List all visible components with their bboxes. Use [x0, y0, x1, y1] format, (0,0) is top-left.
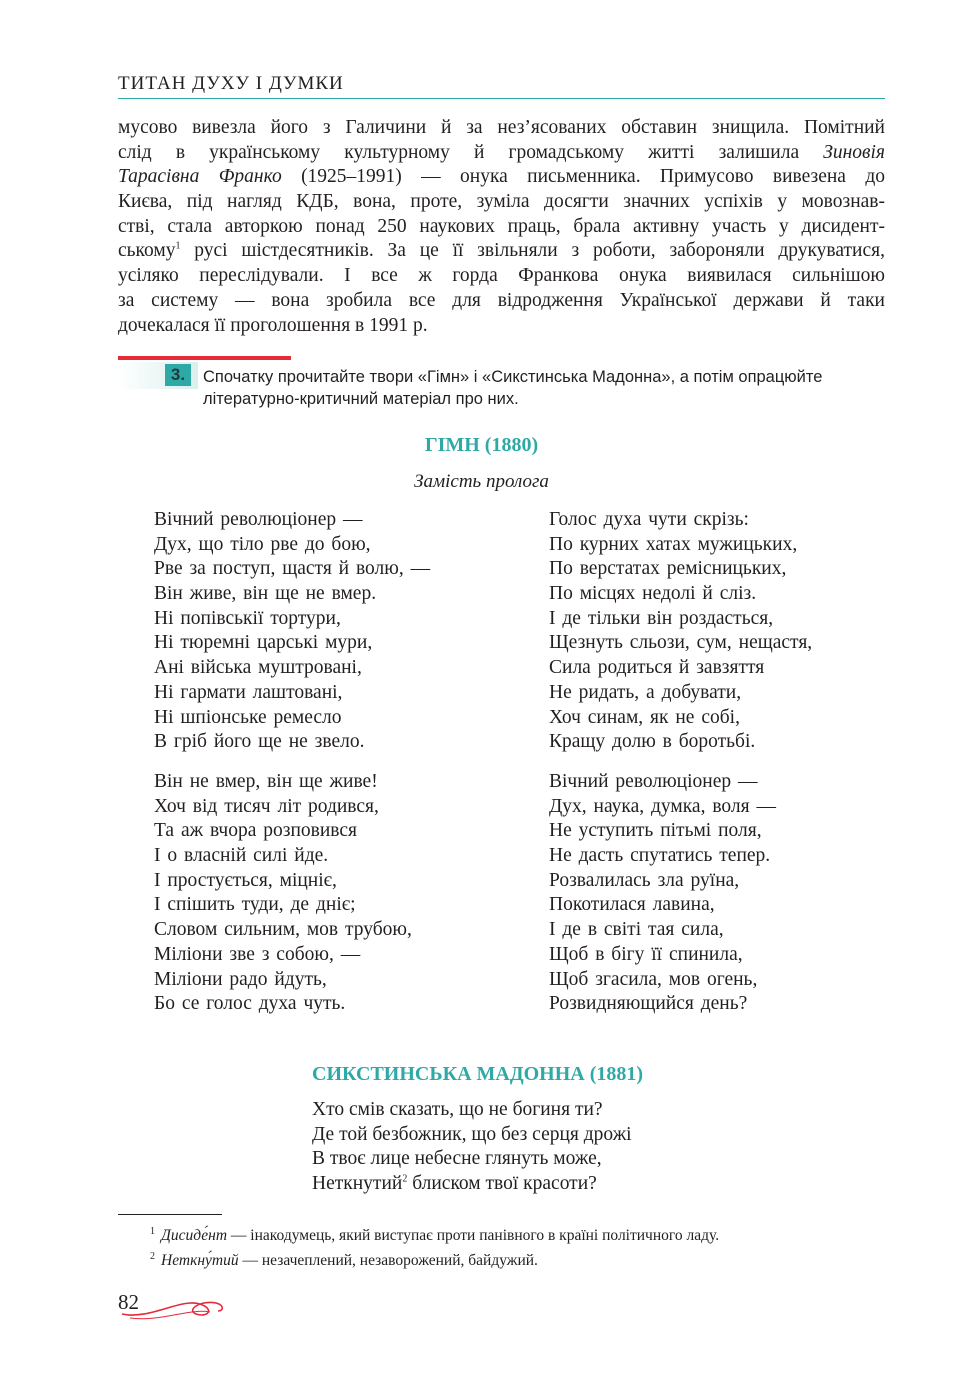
poem-line: В гріб його ще не звело. — [154, 731, 365, 753]
poem-madonna — [312, 1098, 632, 1197]
footnote-1: $^1$ Дисиде́нт — інакодумець, який виступає проти панівного в країні політичного ладу. — [150, 1226, 720, 1245]
task-accent-bar — [118, 356, 291, 360]
poem-line: Вічний революціонер — — [549, 771, 758, 792]
poem-line: Розвидняющийся день? — [549, 993, 748, 1015]
poem-line: Міліони радо йдуть, — [154, 968, 327, 990]
poem-line: Щезнуть сльози, сум, нещастя, — [549, 632, 813, 654]
poem-line: Покотилася лавина, — [549, 894, 715, 916]
poem-line: Голос духа чути скрізь: — [549, 509, 749, 530]
poem-line: Та аж вчора розповився — [154, 820, 358, 842]
paragraph-line: Тарасівна Франко (1925–1991) — онука письменника. Примусово вивезена до — [118, 166, 885, 188]
running-header: ТИТАН ДУХУ І ДУМКИ — [118, 73, 885, 99]
body-paragraph — [118, 116, 885, 338]
poem-line: Хоч синам, як не собі, — [549, 706, 740, 728]
poem-line: Кращу долю в боротьбі. — [549, 731, 756, 753]
poem-line: Ні тюремні царські мури, — [154, 632, 373, 654]
poem-line: По верстатах ремісницьких, — [549, 558, 787, 580]
paragraph-line: мусово вивезла його з Галичини й за нез’ясованих обставин знищила. Помітний — [118, 117, 885, 138]
footnote-ref: 1 — [175, 240, 181, 252]
footnotes — [150, 1221, 719, 1271]
poem-line: Міліони зве з собою, — — [154, 943, 361, 965]
footnote-divider — [118, 1214, 222, 1215]
poem-line: Хто смів сказать, що не богиня ти? — [312, 1099, 603, 1120]
poem-line: Ні попівськії тортури, — [154, 607, 341, 629]
paragraph-line: Києва, під нагляд КДБ, вона, проте, зуміла досягти значних успіхів у мовознав- — [118, 191, 885, 213]
poem-line: Не дасть спутатись тепер. — [549, 845, 771, 867]
paragraph-line: ському$^1$ русі шістдесятників. За це її звільняли з роботи, забороняли друкуватися, — [118, 240, 885, 262]
poem-line: Бо се голос духа чуть. — [154, 993, 346, 1015]
stanza-2 — [154, 770, 412, 1017]
stanza-4 — [549, 770, 776, 1017]
poem-line: І простується, міцніє, — [154, 869, 337, 891]
poem-line: Ані війська муштровані, — [154, 657, 362, 679]
paragraph-line: слід в українському культурному й громадському житті залишила Зиновія — [118, 141, 885, 163]
poem-line: В твоє лице небесне глянуть може, — [312, 1148, 602, 1170]
poem-line: І де тільки він роздасться, — [549, 607, 774, 629]
name-italic: Зиновія — [823, 141, 885, 163]
poem-line: Словом сильним, мов трубою, — [154, 919, 412, 941]
poem-line: Де той безбожник, що без серця дрожі — [312, 1123, 632, 1145]
poem-line: Хоч від тисяч літ родився, — [154, 795, 379, 817]
poem-line: І де в світі тая сила, — [549, 919, 724, 941]
poem-line: По курних хатах мужицьких, — [549, 533, 798, 555]
page-number: 82 — [118, 1290, 139, 1314]
flourish-ornament-icon — [120, 1294, 230, 1322]
poem-line: І спішить туди, де дніє; — [154, 894, 356, 916]
poem-line: Щоб згасила, мов огень, — [549, 968, 758, 990]
poem-line: І о власній силі йде. — [154, 845, 329, 867]
poem-line: Рве за поступ, щастя й волю, — — [154, 558, 431, 580]
poem-line: Вічний революціонер — — [154, 509, 363, 530]
paragraph-line: дочекалася її проголошення в 1991 р. — [118, 314, 428, 336]
poem-line: Він живе, він ще не вмер. — [154, 583, 377, 605]
stanza-1 — [154, 508, 430, 755]
paragraph-line: стві, стала авторкою понад 250 наукових праць, брала активну участь у дисидент- — [118, 215, 885, 237]
poem-title-madonna: СИКСТИНСЬКА МАДОННА (1881) — [312, 1063, 644, 1085]
poem-line: Ні шпіонське ремесло — [154, 706, 342, 728]
task-instruction: Спочатку прочитайте твори «Гімн» і «Сикстинська Мадонна», а потім опрацюйте літературно-критичний матеріал про них. — [203, 368, 823, 408]
stanza-3 — [549, 508, 812, 755]
paragraph-line: усіляко переслідували. І все ж горда Франкова онука виявилася сильнішою — [118, 265, 885, 287]
name-italic: Тарасівна Франко — [118, 166, 282, 188]
poem-line: Не уступить пітьмі поля, — [549, 820, 762, 842]
footnote-ref: 2 — [402, 1173, 408, 1185]
poem-line: Дух, наука, думка, воля — — [549, 795, 776, 817]
poem-line: Ні гармати лаштовані, — [154, 681, 343, 703]
poem-line: Сила родиться й завзяття — [549, 657, 765, 679]
poem-line: Щоб в бігу її спинила, — [549, 943, 743, 965]
poem-line: Неткнутий$^2$ блиском твої красоти? — [312, 1173, 597, 1195]
poem-line: Не ридать, а добувати, — [549, 681, 742, 703]
task-number-badge: 3. — [165, 364, 191, 386]
poem-line: По місцях недолі й сліз. — [549, 583, 757, 605]
poem-line: Він не вмер, він ще живе! — [154, 771, 378, 792]
poem-subtitle: Замість пролога — [414, 471, 549, 492]
poem-line: Розвалилась зла руїна, — [549, 869, 740, 891]
footnote-2: $^2$ Неткну́тий — незачеплений, незаворожений, байдужий. — [150, 1251, 538, 1270]
poem-title-gimn: ГІМН (1880) — [424, 434, 539, 456]
paragraph-line: за систему — вона зробила все для відродження Української держави й таки — [118, 289, 885, 311]
poem-line: Дух, що тіло рве до бою, — [154, 533, 371, 555]
